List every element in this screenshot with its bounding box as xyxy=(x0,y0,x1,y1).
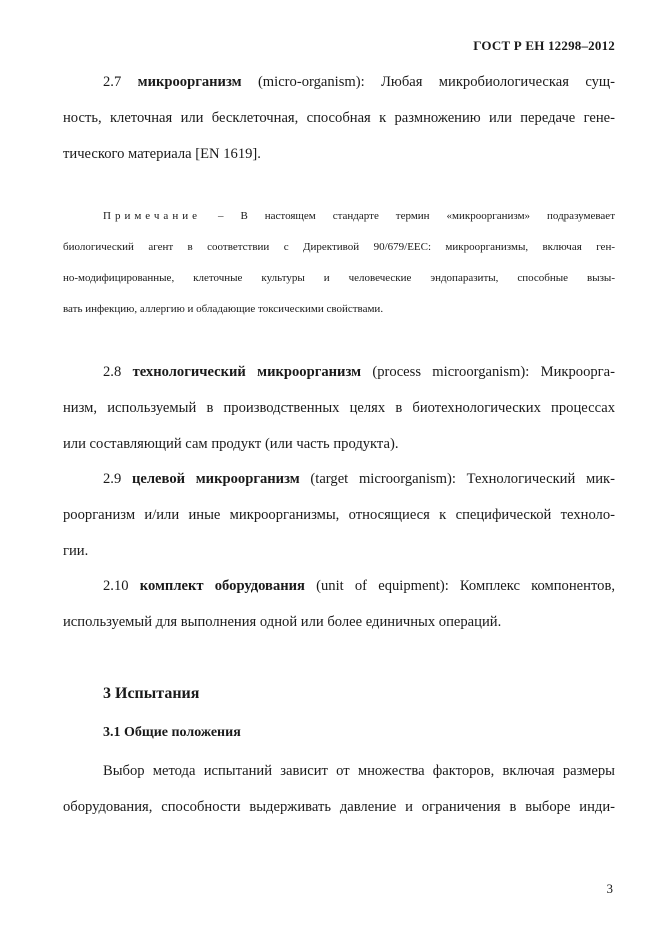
paragraph-3-1 xyxy=(63,763,615,835)
definition-2-7 xyxy=(63,74,615,182)
term: комплект оборудования xyxy=(139,578,305,594)
clause-number: 2.8 xyxy=(103,364,122,380)
definition-line xyxy=(63,578,615,614)
term: микроорганизм xyxy=(137,74,242,90)
definition-line: используемый для выполнения одной или более единичных операций. xyxy=(63,614,502,630)
definition-line: низм, используемый в производственных целях в биотехнологических процессах xyxy=(63,400,615,416)
note-block xyxy=(63,210,615,334)
note-line xyxy=(63,210,615,241)
paragraph-line: оборудования, способности выдерживать давление и ограничения в выборе инди- xyxy=(63,799,615,815)
term: технологический микроорганизм xyxy=(132,364,362,380)
clause-number: 2.10 xyxy=(103,578,129,594)
section-heading: 3 Испытания xyxy=(103,685,200,702)
definition-2-10 xyxy=(63,578,615,650)
definition-line: ность, клеточная или бесклеточная, способная к размножению или передаче гене- xyxy=(63,110,615,126)
definition-text: (target microorganism): Технологический мик- xyxy=(310,471,615,487)
definition-line: гии. xyxy=(63,543,89,559)
definition-text: (micro-organism): Любая микробиологическая сущ- xyxy=(257,74,615,90)
definition-2-9 xyxy=(63,471,615,579)
definition-line: роорганизм и/или иные микроорганизмы, относящиеся к специфической техноло- xyxy=(63,507,615,523)
definition-line xyxy=(63,74,615,110)
definition-line xyxy=(63,364,615,400)
clause-number: 2.7 xyxy=(103,74,122,90)
note-text: – В настоящем стандарте термин «микроорганизм» подразумевает xyxy=(217,210,616,222)
note-line: но-модифицированные, клеточные культуры и человеческие эндопаразиты, способные вызы- xyxy=(63,272,615,284)
clause-number: 2.9 xyxy=(103,471,122,487)
definition-text: (unit of equipment): Комплекс компонентов, xyxy=(316,578,615,594)
paragraph-line: Выбор метода испытаний зависит от множества факторов, включая размеры xyxy=(103,763,615,779)
definition-line: или составляющий сам продукт (или часть продукта). xyxy=(63,436,399,452)
definition-line: тического материала [EN 1619]. xyxy=(63,146,261,162)
definition-2-8 xyxy=(63,364,615,472)
page-number: 3 xyxy=(606,881,613,896)
definition-line xyxy=(63,471,615,507)
term: целевой микроорганизм xyxy=(131,471,300,487)
definition-text: (process microorganism): Микроорга- xyxy=(372,364,615,380)
note-line: вать инфекцию, аллергию и обладающие токсическими свойствами. xyxy=(63,303,384,315)
note-line: биологический агент в соответствии с Директивой 90/679/ЕЕС: микроорганизмы, включая ген- xyxy=(63,241,615,253)
subsection-heading: 3.1 Общие положения xyxy=(103,725,241,740)
document-header: ГОСТ Р ЕН 12298–2012 xyxy=(473,38,615,53)
note-label: Примечание xyxy=(103,210,201,222)
